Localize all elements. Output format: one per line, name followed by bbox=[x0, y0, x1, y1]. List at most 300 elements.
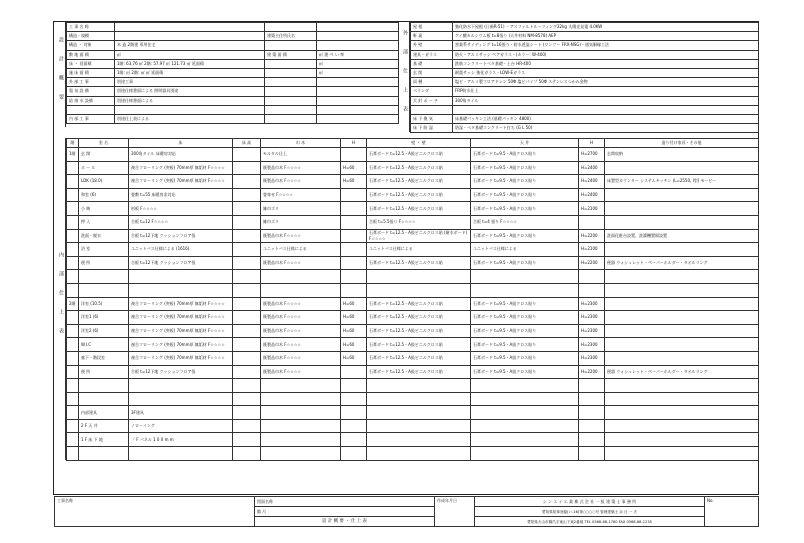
finish-cell-base: モルタル仕上 bbox=[261, 148, 341, 162]
finish-header-cell: 造り付け家具・その他 bbox=[605, 139, 759, 148]
finish-header-row bbox=[67, 139, 759, 148]
finish-cell-other bbox=[605, 161, 759, 175]
summary-extra-label bbox=[265, 23, 317, 32]
finish-cell-base: 既製品巾木 F☆☆☆☆ bbox=[261, 365, 341, 379]
summary-extra-label bbox=[265, 41, 317, 50]
finish-cell-floor-height bbox=[233, 406, 261, 420]
finish-cell-h1 bbox=[341, 283, 367, 297]
finish-cell-room: 押 入 bbox=[79, 215, 129, 229]
finish-row bbox=[67, 256, 759, 270]
summary-extra-value bbox=[317, 114, 399, 123]
title-block-table bbox=[54, 496, 759, 527]
summary-extra-value: ㎡ bbox=[317, 68, 399, 77]
exterior-value: 強化防水下屋根 (日新R-51) ・アスファルトルーフィング22kg 太陽光発電 4.0KW bbox=[453, 23, 759, 32]
company-cell: シ ン エ イ エ 業 株 式 会 社 一 級 建 築 士 事 務 所 bbox=[475, 497, 705, 507]
exterior-label: ベランダ bbox=[411, 87, 453, 96]
finish-cell-floor bbox=[67, 283, 79, 297]
finish-cell-wall: 石膏ボード t=12.5・A級ビニルクロス貼 bbox=[367, 311, 471, 325]
summary-row bbox=[67, 32, 399, 41]
finish-cell-wall bbox=[367, 270, 471, 284]
finish-cell-base bbox=[261, 406, 341, 420]
exterior-label: 犬 釘 ポ ー チ bbox=[411, 96, 453, 105]
summary-extra-label: 建築主住所氏名 bbox=[265, 32, 317, 41]
finish-row bbox=[67, 283, 759, 297]
summary-extra-value: ㎡ bbox=[317, 59, 399, 68]
exterior-row bbox=[411, 23, 759, 32]
finish-cell-ceiling: 石膏ボード t=9.5・A級クロス貼り bbox=[471, 202, 579, 216]
finish-row bbox=[67, 338, 759, 352]
finish-row bbox=[67, 365, 759, 379]
side-label-design-summary: 設計概要 bbox=[54, 22, 66, 127]
summary-label: 構造・規模 bbox=[67, 32, 115, 41]
finish-cell-h1: H=60 bbox=[341, 338, 367, 352]
exterior-value: FRP防水仕上 bbox=[453, 87, 759, 96]
finish-cell-floor-finish: 複合フローリング (突板) 70mm厚 無垢材 F☆☆☆☆ bbox=[129, 175, 233, 189]
finish-cell-room: 内部建具 bbox=[79, 406, 129, 420]
finish-cell-floor bbox=[67, 161, 79, 175]
address-cell: 愛知県犬山市橋爪字東山下東2番地 TEL 0568-68-1760 FAX 0568-68-1235 bbox=[475, 517, 705, 527]
finish-cell-h1: H=60 bbox=[341, 324, 367, 338]
finish-cell-floor bbox=[67, 229, 79, 243]
summary-extra-value bbox=[317, 23, 399, 32]
finish-cell-other bbox=[605, 270, 759, 284]
finish-cell-floor bbox=[67, 256, 79, 270]
finish-cell-room: W.I.C bbox=[79, 338, 129, 352]
finish-cell-wall: 石膏ボード t=12.5・A級ビニルクロス貼 bbox=[367, 297, 471, 311]
finish-cell-floor-height bbox=[233, 161, 261, 175]
finish-cell-wall bbox=[367, 447, 471, 461]
finish-cell-floor-finish: 畳敷 t=55 床暖房非対応 bbox=[129, 188, 233, 202]
summary-extra-label bbox=[265, 59, 317, 68]
finish-cell-floor-finish: 複合フローリング (突板) 70mm厚 無垢材 F☆☆☆☆ bbox=[129, 351, 233, 365]
summary-row bbox=[67, 114, 399, 123]
finish-cell-ceiling: 合板 t=4 張り F☆☆☆☆ bbox=[471, 215, 579, 229]
summary-value: 別途仕上表による bbox=[115, 114, 265, 123]
finish-cell-h2: H=2300 bbox=[579, 297, 605, 311]
finish-cell-base bbox=[261, 283, 341, 297]
finish-cell-ceiling bbox=[471, 270, 579, 284]
finish-cell-wall: 石膏ボード t=12.5・A級ビニルクロス貼 bbox=[367, 256, 471, 270]
finish-cell-base: 既製品巾木 F☆☆☆☆ bbox=[261, 324, 341, 338]
finish-cell-h2: H=2300 bbox=[579, 351, 605, 365]
finish-cell-h2 bbox=[579, 392, 605, 406]
title-block bbox=[54, 496, 758, 527]
finish-cell-h2: H=2400 bbox=[579, 188, 605, 202]
finish-row bbox=[67, 188, 759, 202]
summary-extra-value: ㎡ 建 ぺ い 率 bbox=[317, 50, 399, 59]
finish-cell-room: 1 F 床 下 地 bbox=[79, 433, 129, 447]
finish-cell-floor-height bbox=[233, 188, 261, 202]
exterior-row bbox=[411, 50, 759, 59]
summary-label: 構造 ・ 対象 bbox=[67, 41, 115, 50]
finish-cell-base: 既製品巾木 F☆☆☆☆ bbox=[261, 161, 341, 175]
summary-extra-value bbox=[317, 105, 399, 114]
finish-row bbox=[67, 297, 759, 311]
summary-label: 床 ・ 延面積 bbox=[67, 59, 115, 68]
finish-cell-ceiling: 石膏ボード t=9.5・A級クロス貼り bbox=[471, 297, 579, 311]
exterior-label: 基 礎 bbox=[411, 59, 453, 68]
finish-cell-h2 bbox=[579, 447, 605, 461]
finish-cell-floor-height bbox=[233, 297, 261, 311]
finish-cell-base bbox=[261, 447, 341, 461]
finish-cell-base: 既製品巾木 F☆☆☆☆ bbox=[261, 229, 341, 243]
finish-cell-other bbox=[605, 311, 759, 325]
finish-cell-h1: H=60 bbox=[341, 161, 367, 175]
finish-row bbox=[67, 161, 759, 175]
finish-cell-wall: 石膏ボード t=12.5・A級ビニルクロス貼 bbox=[367, 188, 471, 202]
finish-cell-ceiling: 石膏ボード t=9.5・A級クロス貼り bbox=[471, 351, 579, 365]
summary-value: 1階: ㎡ 2階: ㎡ ㎡ 延面積 bbox=[115, 68, 265, 77]
exterior-value: 鉄筋コンクリートベタ基礎・土台 HR-400 bbox=[453, 59, 759, 68]
finish-cell-floor bbox=[67, 215, 79, 229]
finish-cell-h2 bbox=[579, 419, 605, 433]
finish-cell-wall: 石膏ボード t=12.5・A級ビニルクロス貼 bbox=[367, 324, 471, 338]
finish-cell-floor bbox=[67, 379, 79, 393]
summary-value bbox=[115, 32, 265, 41]
finish-cell-base: 既製品巾木 F☆☆☆☆ bbox=[261, 175, 341, 189]
finish-cell-room: 2 F 天 井 bbox=[79, 419, 129, 433]
summary-value bbox=[115, 23, 265, 32]
exterior-row bbox=[411, 124, 759, 133]
project-name-cell: 工事名称 bbox=[55, 497, 255, 527]
summary-row bbox=[67, 78, 399, 87]
exterior-label bbox=[411, 105, 453, 114]
finish-cell-room bbox=[79, 379, 129, 393]
exterior-row bbox=[411, 87, 759, 96]
finish-header-cell: 床 高 bbox=[233, 139, 261, 148]
summary-row bbox=[67, 50, 399, 59]
finish-cell-ceiling: 石膏ボード t=9.5・A級クロス貼り bbox=[471, 175, 579, 189]
exterior-value: ケイ酸カルシウム板 t=8張り (天井材料 NM-8578) AEP bbox=[453, 32, 759, 41]
finish-cell-h1 bbox=[341, 256, 367, 270]
finish-cell-wall: 合板 t=5.5張り F☆☆☆☆ bbox=[367, 215, 471, 229]
drawing-title-cell: 設 計 概 要 ・ 仕 上 表 bbox=[255, 517, 435, 527]
finish-cell-room: 洋室 (10.5) bbox=[79, 297, 129, 311]
finish-cell-floor bbox=[67, 324, 79, 338]
finish-cell-wall: 石膏ボード t=12.5・A級ビニルクロス貼 bbox=[367, 148, 471, 162]
finish-cell-floor-finish: 300角タイル 床暖房対応 bbox=[129, 148, 233, 162]
finish-cell-wall bbox=[367, 419, 471, 433]
finish-cell-wall bbox=[367, 392, 471, 406]
finish-cell-h1 bbox=[341, 202, 367, 216]
finish-row bbox=[67, 148, 759, 162]
finish-cell-floor-finish: 複合フローリング (突板) 70mm厚 無垢材 F☆☆☆☆ bbox=[129, 324, 233, 338]
finish-cell-other bbox=[605, 324, 759, 338]
finish-cell-room: 和室 (6) bbox=[79, 188, 129, 202]
finish-cell-ceiling bbox=[471, 447, 579, 461]
summary-label: 施 床 面 積 bbox=[67, 68, 115, 77]
finish-cell-other bbox=[605, 447, 759, 461]
finish-cell-room bbox=[79, 283, 129, 297]
finish-row bbox=[67, 243, 759, 257]
finish-cell-floor-finish: 合板 t=12 F☆☆☆☆ bbox=[129, 215, 233, 229]
finish-cell-ceiling: 石膏ボード t=9.5・A級クロス貼り bbox=[471, 161, 579, 175]
date-cell: 作成年月日 bbox=[435, 497, 475, 527]
finish-cell-room bbox=[79, 447, 129, 461]
exterior-finish-table bbox=[410, 22, 759, 133]
summary-value: 別途仕様書面による 照明器具別途 bbox=[115, 87, 265, 96]
finish-cell-wall: 石膏ボード t=12.5・A級ビニルクロス貼 bbox=[367, 161, 471, 175]
finish-cell-ceiling bbox=[471, 379, 579, 393]
finish-cell-other bbox=[605, 188, 759, 202]
finish-cell-floor-finish: 「 F パネル 1 0 0 m m bbox=[129, 433, 233, 447]
exterior-label: 玄 関 bbox=[411, 68, 453, 77]
finish-cell-ceiling: 石膏ボード t=9.5・A級クロス貼り bbox=[471, 311, 579, 325]
exterior-row bbox=[411, 41, 759, 50]
finish-cell-ceiling bbox=[471, 433, 579, 447]
finish-cell-other bbox=[605, 283, 759, 297]
finish-header-cell: 床 bbox=[129, 139, 233, 148]
exterior-label: 床 下 防 湿 bbox=[411, 124, 453, 133]
finish-row bbox=[67, 406, 759, 420]
exterior-value: 防火・アルミサッシ ペアガラス・(カラー: W-400) bbox=[453, 50, 759, 59]
finish-cell-base bbox=[261, 433, 341, 447]
exterior-value: 塩ビ・アルミ製フロアドレン 50Φ 塩ビパイプ 50Φ ステンレスつかみ金物 bbox=[453, 78, 759, 87]
finish-cell-room: 便 所 bbox=[79, 256, 129, 270]
finish-header-cell: 巾 木 bbox=[261, 139, 341, 148]
finish-cell-ceiling: 石膏ボード t=9.5・A級クロス貼り bbox=[471, 256, 579, 270]
finish-cell-other: 便器 ウォシュレット・ペーパーホルダー・タオルリング bbox=[605, 256, 759, 270]
finish-cell-wall: 石膏ボード t=12.5・A級ビニルクロス貼 bbox=[367, 202, 471, 216]
finish-cell-base: 既製品巾木 F☆☆☆☆ bbox=[261, 311, 341, 325]
finish-cell-base: 既製品巾木 F☆☆☆☆ bbox=[261, 297, 341, 311]
finish-cell-other bbox=[605, 433, 759, 447]
finish-cell-ceiling bbox=[471, 283, 579, 297]
finish-cell-wall bbox=[367, 283, 471, 297]
exterior-label: 屋 根 bbox=[411, 23, 453, 32]
summary-label: 敷 地 面 積 bbox=[67, 50, 115, 59]
summary-row bbox=[67, 41, 399, 50]
finish-row bbox=[67, 270, 759, 284]
finish-cell-floor-finish: 複合フローリング (突板) 70mm厚 無垢材 F☆☆☆☆ bbox=[129, 297, 233, 311]
finish-cell-h1 bbox=[341, 270, 367, 284]
summary-extra-label bbox=[265, 78, 317, 87]
finish-cell-h2: H=2400 bbox=[579, 161, 605, 175]
finish-cell-wall: 石膏ボード t=12.5・A級ビニルクロス貼 (耐水ボード) F☆☆☆☆ bbox=[367, 229, 471, 243]
exterior-value: 防湿・ベタ基礎コンクリート打ち (G L 50) bbox=[453, 124, 759, 133]
finish-cell-floor-height bbox=[233, 148, 261, 162]
exterior-row bbox=[411, 32, 759, 41]
summary-row bbox=[67, 87, 399, 96]
finish-cell-h1 bbox=[341, 433, 367, 447]
finish-cell-wall: 石膏ボード t=12.5・A級ビニルクロス貼 bbox=[367, 338, 471, 352]
finish-cell-ceiling bbox=[471, 392, 579, 406]
finish-cell-floor-finish bbox=[129, 379, 233, 393]
finish-cell-floor bbox=[67, 406, 79, 420]
exterior-row bbox=[411, 78, 759, 87]
summary-extra-value bbox=[317, 32, 399, 41]
finish-cell-ceiling: 石膏ボード t=9.5・A級クロス貼り bbox=[471, 229, 579, 243]
finish-cell-floor-height bbox=[233, 243, 261, 257]
finish-cell-other bbox=[605, 243, 759, 257]
finish-cell-base: 雑巾ズリ bbox=[261, 215, 341, 229]
summary-row bbox=[67, 23, 399, 32]
finish-cell-floor-finish: 複合フローリング (突板) 70mm厚 無垢材 F☆☆☆☆ bbox=[129, 311, 233, 325]
finish-cell-floor-height bbox=[233, 256, 261, 270]
finish-cell-h1 bbox=[341, 447, 367, 461]
side-label-interior: 内部仕上表 bbox=[54, 138, 66, 460]
finish-cell-floor bbox=[67, 433, 79, 447]
finish-cell-floor bbox=[67, 419, 79, 433]
finish-cell-other bbox=[605, 338, 759, 352]
finish-row bbox=[67, 311, 759, 325]
finish-cell-h1: H=60 bbox=[341, 351, 367, 365]
exterior-value: 床基礎パッキン工法 (基礎パッキン 4800) bbox=[453, 114, 759, 123]
finish-cell-other bbox=[605, 379, 759, 393]
finish-cell-other: 玄関収納 bbox=[605, 148, 759, 162]
summary-extra-label bbox=[265, 68, 317, 77]
finish-header-cell: 天 井 bbox=[471, 139, 579, 148]
finish-cell-other bbox=[605, 215, 759, 229]
finish-cell-base bbox=[261, 270, 341, 284]
finish-cell-h2: H=2100 bbox=[579, 202, 605, 216]
finish-cell-ceiling bbox=[471, 419, 579, 433]
finish-cell-floor bbox=[67, 270, 79, 284]
finish-cell-ceiling: 石膏ボード t=9.5・A級クロス貼り bbox=[471, 148, 579, 162]
finish-cell-floor bbox=[67, 243, 79, 257]
finish-cell-base bbox=[261, 392, 341, 406]
finish-cell-floor-height bbox=[233, 202, 261, 216]
finish-row bbox=[67, 419, 759, 433]
finish-row bbox=[67, 351, 759, 365]
exterior-value: 窯業系サイディング t=16張り・防水透湿シート (ワンツー FRX-NSG)・通気胴縁工法 bbox=[453, 41, 759, 50]
summary-extra-value bbox=[317, 87, 399, 96]
interior-finish-table bbox=[66, 138, 759, 461]
finish-cell-wall bbox=[367, 379, 471, 393]
finish-cell-wall: 石膏ボード t=12.5・A級ビニルクロス貼 bbox=[367, 365, 471, 379]
exterior-row bbox=[411, 105, 759, 114]
finish-cell-h2 bbox=[579, 379, 605, 393]
summary-extra-value bbox=[317, 96, 399, 105]
finish-row bbox=[67, 229, 759, 243]
finish-cell-base: 既製品巾木 F☆☆☆☆ bbox=[261, 338, 341, 352]
exterior-row bbox=[411, 114, 759, 123]
finish-row bbox=[67, 379, 759, 393]
finish-cell-h2: H=2300 bbox=[579, 311, 605, 325]
finish-cell-h1 bbox=[341, 215, 367, 229]
summary-label: 給 排 水 設備 bbox=[67, 96, 115, 105]
summary-label: 工 事 名 称 bbox=[67, 23, 115, 32]
finish-cell-floor bbox=[67, 188, 79, 202]
summary-label: 電 気 設 備 bbox=[67, 87, 115, 96]
finish-row bbox=[67, 175, 759, 189]
finish-cell-h1 bbox=[341, 188, 367, 202]
drawing-label-cell: 図面名称 bbox=[255, 497, 435, 507]
finish-cell-floor bbox=[67, 447, 79, 461]
finish-cell-ceiling: 石膏ボード t=9.5・A級クロス貼り bbox=[471, 338, 579, 352]
finish-cell-base: 畳寄せ F☆☆☆☆ bbox=[261, 188, 341, 202]
finish-cell-h1: H=60 bbox=[341, 175, 367, 189]
finish-cell-other bbox=[605, 202, 759, 216]
finish-cell-h2 bbox=[579, 406, 605, 420]
summary-label: 内 部 工 事 bbox=[67, 114, 115, 123]
finish-header-cell: 室 名 bbox=[79, 139, 129, 148]
finish-cell-other bbox=[605, 297, 759, 311]
exterior-row bbox=[411, 68, 759, 77]
finish-cell-h2 bbox=[579, 215, 605, 229]
finish-cell-floor-finish: 複合フローリング (突板) 70mm厚 無垢材 F☆☆☆☆ bbox=[129, 161, 233, 175]
exterior-label: 軒 裏 bbox=[411, 32, 453, 41]
summary-label: 外 部 工 事 bbox=[67, 78, 115, 87]
exterior-label: 建具・ガラス bbox=[411, 50, 453, 59]
summary-extra-label: 建 築 面 積 bbox=[265, 50, 317, 59]
finish-cell-floor-height bbox=[233, 175, 261, 189]
finish-cell-floor-finish: 合板 t=12下地 クッションフロア張 bbox=[129, 256, 233, 270]
finish-cell-other bbox=[605, 419, 759, 433]
finish-cell-room: 浴 室 bbox=[79, 243, 129, 257]
finish-cell-other bbox=[605, 351, 759, 365]
finish-cell-floor: 2階 bbox=[67, 297, 79, 311]
finish-cell-floor-height bbox=[233, 283, 261, 297]
exterior-value: 300角タイル bbox=[453, 96, 759, 105]
summary-value: 木 造 2階建 専用住宅 bbox=[115, 41, 265, 50]
finish-cell-h2 bbox=[579, 283, 605, 297]
finish-cell-floor-finish: 合板 t=12下地 クッションフロア張 bbox=[129, 229, 233, 243]
summary-value bbox=[115, 105, 265, 114]
finish-cell-h2: H=2300 bbox=[579, 338, 605, 352]
finish-cell-floor bbox=[67, 202, 79, 216]
finish-cell-floor bbox=[67, 365, 79, 379]
finish-cell-room: 便 所 bbox=[79, 365, 129, 379]
drawing-value-cell: 縮 尺 bbox=[255, 507, 435, 517]
finish-cell-h1 bbox=[341, 229, 367, 243]
finish-cell-base bbox=[261, 379, 341, 393]
summary-row bbox=[67, 59, 399, 68]
finish-cell-room: 玄 関 bbox=[79, 148, 129, 162]
exterior-label: 床 下 換 気 bbox=[411, 114, 453, 123]
finish-cell-floor bbox=[67, 392, 79, 406]
finish-cell-wall: 石膏ボード t=12.5・A級ビニルクロス貼 bbox=[367, 175, 471, 189]
summary-label bbox=[67, 105, 115, 114]
summary-row bbox=[67, 96, 399, 105]
exterior-value bbox=[453, 105, 759, 114]
summary-value: 別途仕様書面による bbox=[115, 96, 265, 105]
finish-cell-floor-finish: 複合フローリング (突板) 70mm厚 無垢材 F☆☆☆☆ bbox=[129, 338, 233, 352]
summary-value: 別途工事 bbox=[115, 78, 265, 87]
exterior-label: 外 壁 bbox=[411, 41, 453, 50]
finish-cell-floor-finish: 杉板 F☆☆☆☆ bbox=[129, 202, 233, 216]
finish-cell-other bbox=[605, 406, 759, 420]
finish-cell-floor-height bbox=[233, 215, 261, 229]
summary-extra-label bbox=[265, 114, 317, 123]
finish-row bbox=[67, 392, 759, 406]
finish-cell-h1: H=60 bbox=[341, 311, 367, 325]
finish-cell-h1 bbox=[341, 392, 367, 406]
finish-cell-floor-height bbox=[233, 324, 261, 338]
finish-cell-h1 bbox=[341, 419, 367, 433]
finish-cell-h1 bbox=[341, 406, 367, 420]
finish-cell-floor-height bbox=[233, 311, 261, 325]
finish-cell-other: 床置型カウンター システムキッチン (L=2550, I型) モービー bbox=[605, 175, 759, 189]
summary-row bbox=[67, 105, 399, 114]
finish-cell-floor-finish: ノローイング bbox=[129, 419, 233, 433]
finish-cell-h2: H=2300 bbox=[579, 324, 605, 338]
finish-cell-floor-finish bbox=[129, 270, 233, 284]
finish-cell-wall: ユニットバス仕様による bbox=[367, 243, 471, 257]
finish-cell-floor-height bbox=[233, 392, 261, 406]
finish-cell-h1 bbox=[341, 365, 367, 379]
finish-header-cell: 階 bbox=[67, 139, 79, 148]
finish-cell-room bbox=[79, 392, 129, 406]
finish-cell-h2: H=2400 bbox=[579, 175, 605, 189]
summary-extra-label bbox=[265, 87, 317, 96]
summary-extra-label bbox=[265, 96, 317, 105]
finish-cell-base bbox=[261, 419, 341, 433]
finish-cell-h2 bbox=[579, 270, 605, 284]
finish-cell-other bbox=[605, 392, 759, 406]
summary-value: 1階: 63.76 ㎡ 2階: 57.97 ㎡ 121.73 ㎡ 延面積 bbox=[115, 59, 265, 68]
finish-cell-floor-height bbox=[233, 338, 261, 352]
